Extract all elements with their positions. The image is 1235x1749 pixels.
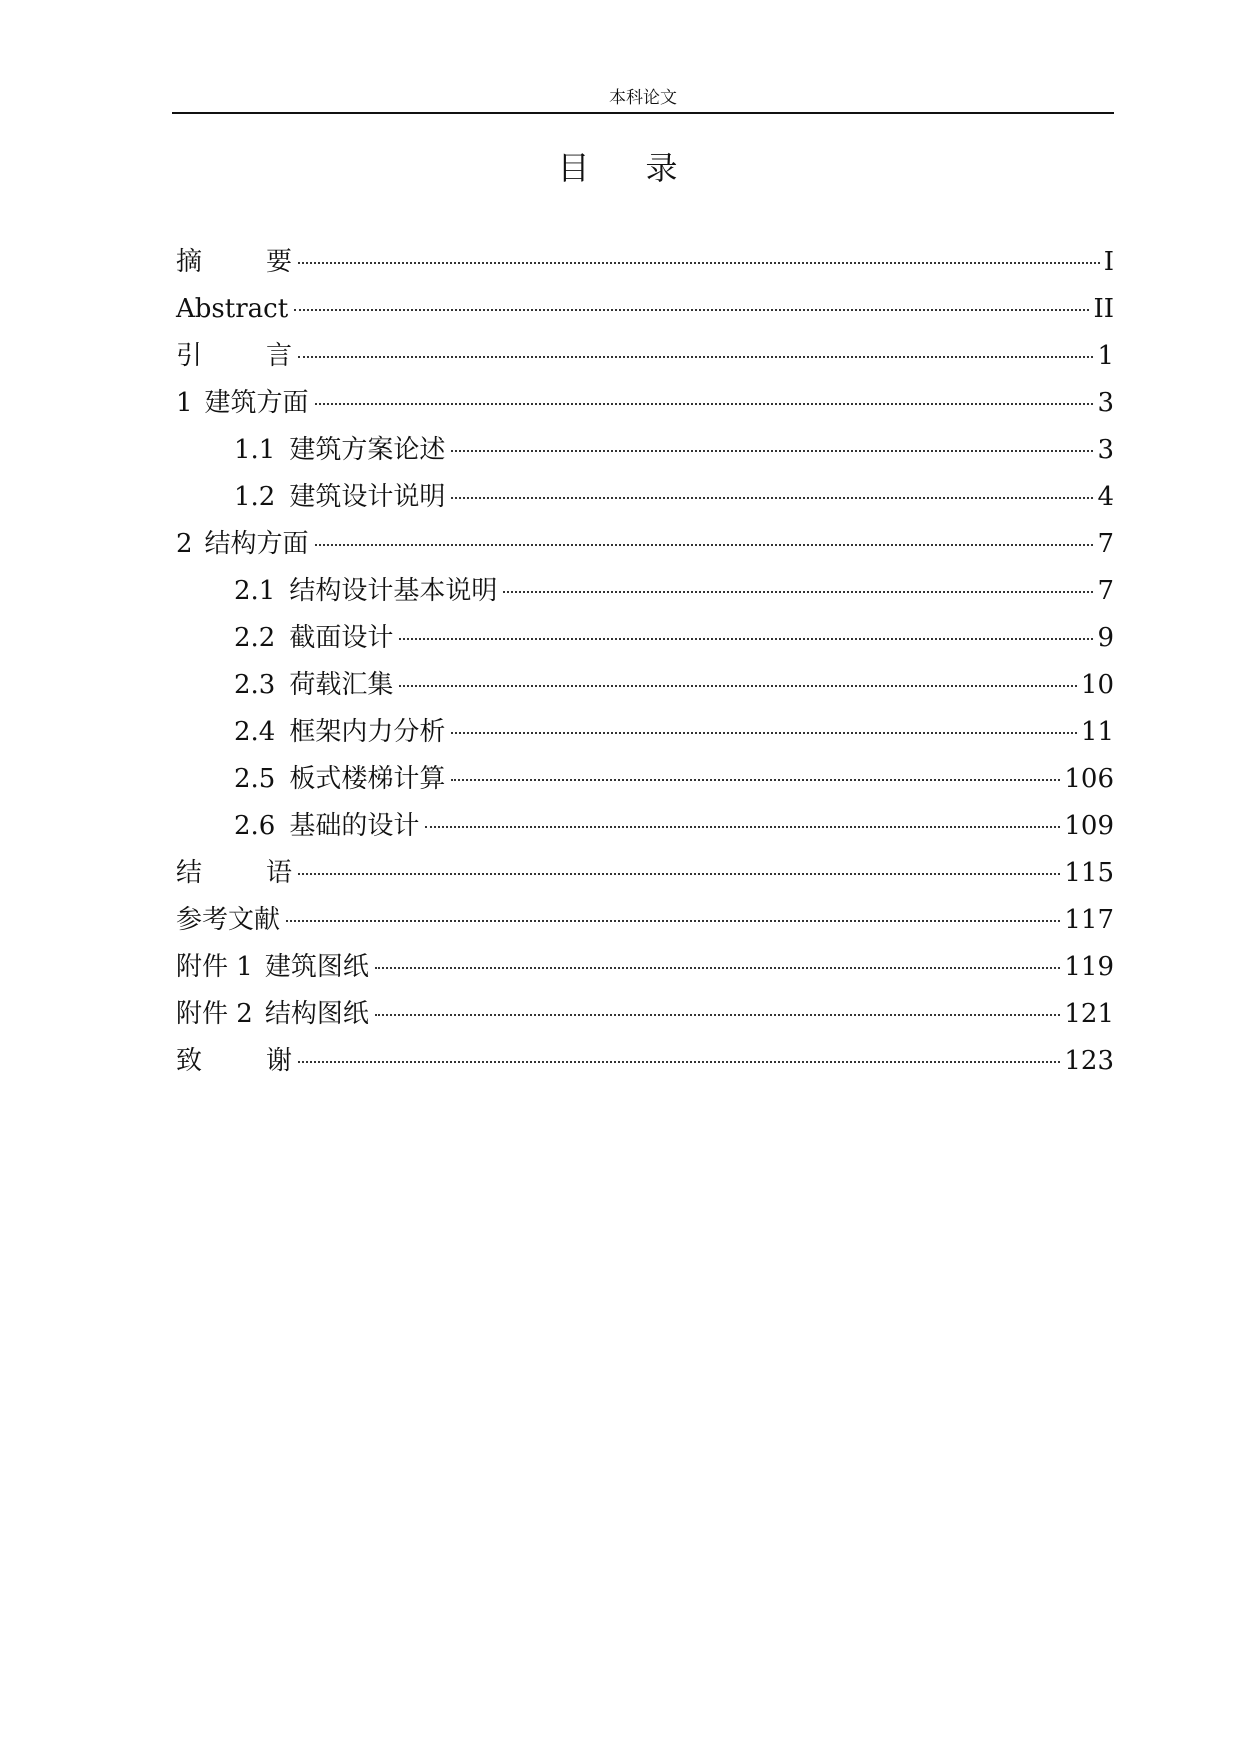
toc-entry[interactable] bbox=[176, 386, 1114, 433]
toc-entry-label bbox=[176, 1044, 292, 1078]
header-rule bbox=[172, 112, 1114, 114]
toc-entry-label: Abstract bbox=[176, 294, 289, 324]
toc-page-number: 7 bbox=[1097, 576, 1114, 606]
toc-entry[interactable] bbox=[176, 574, 1114, 621]
toc-entry-label-char: 致 bbox=[176, 1046, 203, 1076]
toc-page-number: 3 bbox=[1097, 388, 1114, 418]
toc-entry-label: 板式楼梯计算 bbox=[289, 764, 446, 794]
toc-dot-leader bbox=[503, 591, 1093, 593]
toc-entry-label: 建筑方案论述 bbox=[289, 435, 446, 465]
toc-page-number: 117 bbox=[1064, 905, 1114, 935]
toc-dot-leader bbox=[451, 732, 1077, 734]
toc-page-number: 11 bbox=[1080, 717, 1114, 747]
toc-entry[interactable] bbox=[176, 621, 1114, 668]
toc-dot-leader bbox=[298, 262, 1100, 264]
toc-entry-number: 1.2 bbox=[234, 482, 276, 512]
toc-dot-leader bbox=[375, 1014, 1061, 1016]
toc-entry-label: 截面设计 bbox=[289, 623, 394, 653]
toc-entry-number: 1 bbox=[176, 388, 193, 418]
toc-entry[interactable] bbox=[176, 433, 1114, 480]
toc-list bbox=[176, 245, 1114, 1091]
toc-page-number: 3 bbox=[1097, 435, 1114, 465]
toc-entry[interactable] bbox=[176, 950, 1114, 997]
toc-entry-label: 建筑设计说明 bbox=[289, 482, 446, 512]
toc-page-number: 119 bbox=[1064, 952, 1114, 982]
toc-page-number: 106 bbox=[1064, 764, 1114, 794]
toc-entry[interactable] bbox=[176, 762, 1114, 809]
toc-entry[interactable] bbox=[176, 668, 1114, 715]
toc-page-number: 109 bbox=[1064, 811, 1114, 841]
toc-entry[interactable] bbox=[176, 715, 1114, 762]
toc-dot-leader bbox=[294, 309, 1089, 311]
toc-page-number: 4 bbox=[1097, 482, 1114, 512]
toc-dot-leader bbox=[451, 497, 1093, 499]
toc-dot-leader bbox=[451, 450, 1093, 452]
toc-entry-label: 建筑图纸 bbox=[264, 952, 369, 982]
running-header: 本科论文 bbox=[609, 88, 677, 108]
toc-entry[interactable] bbox=[176, 997, 1114, 1044]
toc-entry-number: 附件 2 bbox=[176, 999, 253, 1029]
toc-page-number: 121 bbox=[1064, 999, 1114, 1029]
toc-page-number: 7 bbox=[1097, 529, 1114, 559]
toc-entry[interactable] bbox=[176, 527, 1114, 574]
toc-entry-label: 结构图纸 bbox=[264, 999, 369, 1029]
toc-entry-label bbox=[176, 245, 292, 279]
toc-dot-leader bbox=[298, 1061, 1060, 1063]
toc-page-number: 10 bbox=[1080, 670, 1114, 700]
toc-entry-label-char: 结 bbox=[176, 858, 203, 888]
toc-entry-label: 建筑方面 bbox=[204, 388, 309, 418]
toc-entry[interactable] bbox=[176, 809, 1114, 856]
toc-entry-label: 基础的设计 bbox=[289, 811, 420, 841]
toc-entry[interactable] bbox=[176, 480, 1114, 527]
toc-entry-label bbox=[176, 856, 292, 890]
toc-dot-leader bbox=[286, 920, 1060, 922]
toc-entry-label-char: 引 bbox=[176, 341, 203, 371]
toc-page-number: 1 bbox=[1097, 341, 1114, 371]
toc-dot-leader bbox=[315, 544, 1094, 546]
toc-entry-label: 参考文献 bbox=[176, 905, 281, 935]
toc-entry-label-char: 谢 bbox=[265, 1046, 292, 1076]
toc-dot-leader bbox=[375, 967, 1061, 969]
toc-entry-label bbox=[176, 339, 292, 373]
toc-entry-number: 2 bbox=[176, 529, 193, 559]
toc-entry-label-char: 要 bbox=[265, 247, 292, 277]
toc-entry-label: 框架内力分析 bbox=[289, 717, 446, 747]
toc-entry[interactable] bbox=[176, 292, 1114, 339]
toc-entry-label-char: 言 bbox=[265, 341, 292, 371]
toc-entry[interactable] bbox=[176, 1044, 1114, 1091]
toc-entry-label: 结构方面 bbox=[204, 529, 309, 559]
toc-title-char: 录 bbox=[645, 149, 678, 187]
toc-entry-number: 2.2 bbox=[234, 623, 276, 653]
toc-title-char: 目 bbox=[557, 149, 590, 187]
toc-entry-label-char: 摘 bbox=[176, 247, 203, 277]
toc-entry[interactable] bbox=[176, 903, 1114, 950]
toc-dot-leader bbox=[451, 779, 1060, 781]
toc-entry-label: 荷载汇集 bbox=[289, 670, 394, 700]
toc-dot-leader bbox=[315, 403, 1094, 405]
toc-page-number: II bbox=[1093, 294, 1114, 324]
toc-title bbox=[0, 148, 1235, 188]
toc-entry-number: 2.4 bbox=[234, 717, 276, 747]
toc-entry-label: 结构设计基本说明 bbox=[289, 576, 498, 606]
toc-entry-number: 1.1 bbox=[234, 435, 276, 465]
toc-page-number: 123 bbox=[1064, 1046, 1114, 1076]
toc-dot-leader bbox=[298, 356, 1093, 358]
toc-dot-leader bbox=[399, 685, 1077, 687]
toc-entry-label-char: 语 bbox=[265, 858, 292, 888]
toc-page-number: 115 bbox=[1064, 858, 1114, 888]
toc-entry-number: 附件 1 bbox=[176, 952, 253, 982]
toc-entry-number: 2.3 bbox=[234, 670, 276, 700]
toc-entry-number: 2.1 bbox=[234, 576, 276, 606]
toc-dot-leader bbox=[298, 873, 1060, 875]
toc-entry[interactable] bbox=[176, 856, 1114, 903]
toc-page-number: 9 bbox=[1097, 623, 1114, 653]
toc-entry-number: 2.6 bbox=[234, 811, 276, 841]
toc-page-number: I bbox=[1103, 247, 1114, 277]
toc-dot-leader bbox=[399, 638, 1093, 640]
toc-entry-number: 2.5 bbox=[234, 764, 276, 794]
toc-entry[interactable] bbox=[176, 339, 1114, 386]
toc-entry[interactable] bbox=[176, 245, 1114, 292]
toc-dot-leader bbox=[425, 826, 1060, 828]
